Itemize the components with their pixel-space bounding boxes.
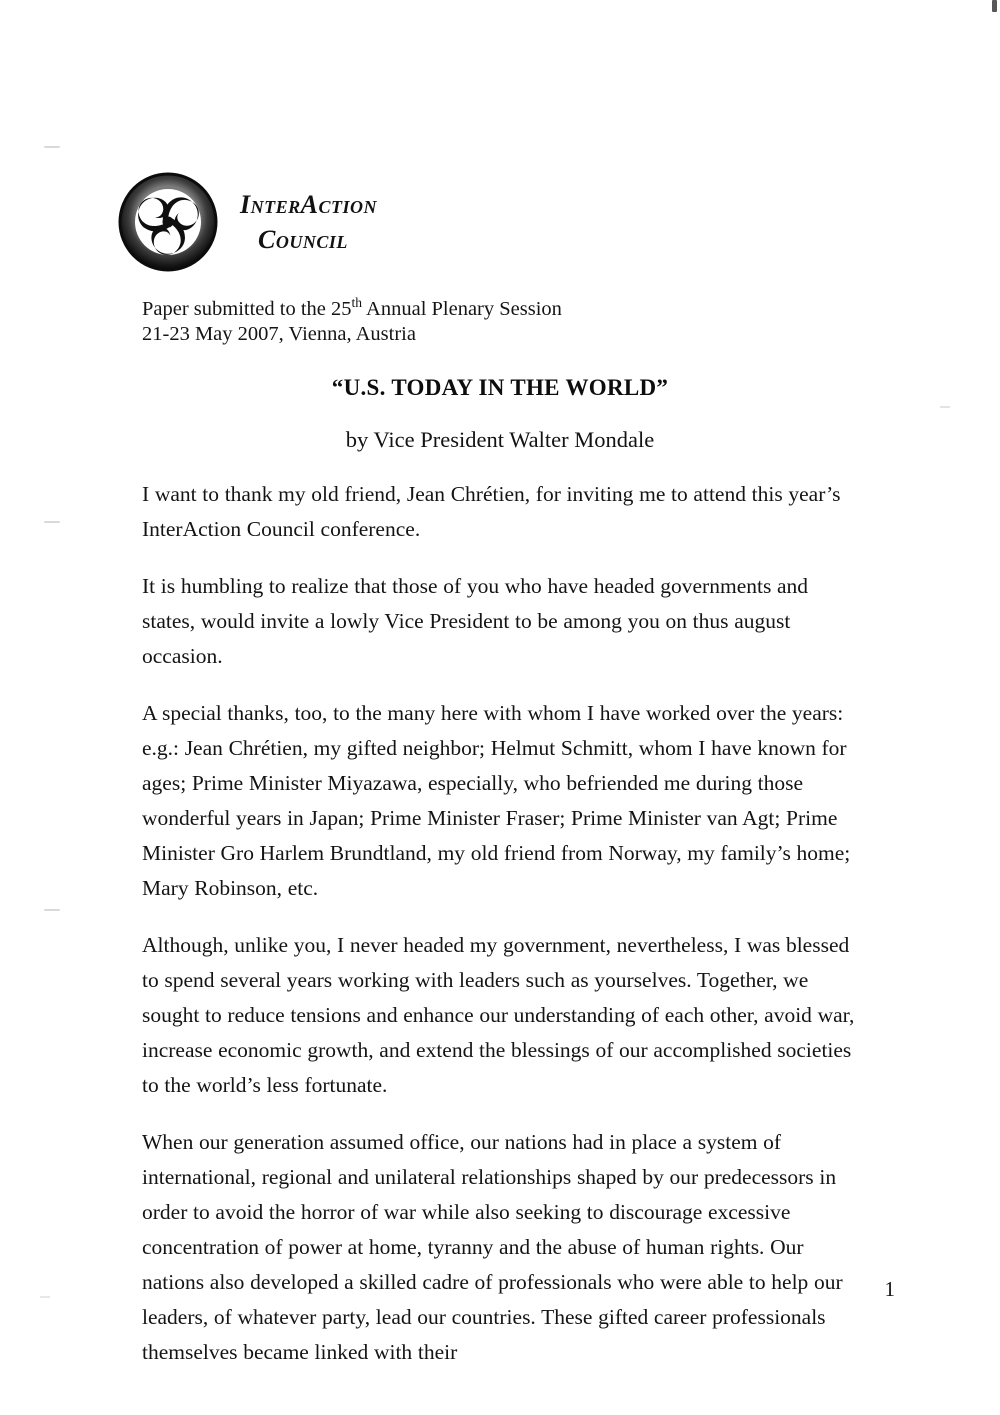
scan-artifact-margin-dot-right [940, 406, 950, 408]
body-paragraph: A special thanks, too, to the many here with whom I have worked over the years: e.g.: Jean Chrétien, my gifted neighbor; Helmut Schmitt, whom I have known for ages; Prime Minister Miyazawa, especially, who befriended me during those wonderful years in Japan; Prime Minister Fraser; Prime Minister van Agt; Prime Minister Gro Harlem Brundtland, my old friend from Norway, my family’s home; Mary Robinson, etc. [142, 701, 851, 900]
page-title: “U.S. TODAY IN THE WORLD” [331, 375, 669, 400]
byline-text: by Vice President Walter Mondale [345, 427, 655, 452]
interaction-council-triskelion-logo-icon [118, 172, 218, 272]
wordmark-line-council: Council [258, 224, 348, 254]
scan-artifact-margin-dash-3 [44, 909, 60, 911]
body-paragraph: When our generation assumed office, our nations had in place a system of international, regional and unilateral relationships shaped by our predecessors in order to avoid the horror of war while also seeking to discourage excessive concentration of power at home, tyranny and the abuse of human rights. Our nations also developed a skilled cadre of professionals who were able to help our leaders, of whatever party, lead our countries. These gifted career professionals themselves became linked with their [142, 1130, 843, 1364]
document-body [142, 477, 856, 1370]
scan-artifact-corner-mark [992, 0, 997, 12]
scan-artifact-margin-dash-1 [44, 146, 60, 148]
submission-note-text-after: Annual Plenary Session [362, 298, 562, 320]
scan-artifact-margin-dot-bottom [40, 1296, 50, 1298]
submission-note-line-2: 21-23 May 2007, Vienna, Austria [142, 323, 416, 345]
scan-artifact-margin-dash-2 [44, 521, 60, 523]
organization-wordmark [240, 189, 377, 254]
wordmark-line-interaction: InterAction [240, 189, 377, 219]
submission-note-text-before: Paper submitted to the 25 [142, 298, 352, 320]
letterhead [118, 172, 377, 272]
body-paragraph: I want to thank my old friend, Jean Chrétien, for inviting me to attend this year’s InterAction Council conference. [142, 482, 841, 541]
submission-note-line-1 [142, 297, 562, 322]
document-byline [0, 427, 1000, 453]
body-paragraph: Although, unlike you, I never headed my government, nevertheless, I was blessed to spend several years working with leaders such as yourselves. Together, we sought to reduce tensions and enhance our understanding of each other, avoid war, increase economic growth, and extend the blessings of our accomplished societies to the world’s less fortunate. [142, 933, 855, 1097]
body-paragraph: It is humbling to realize that those of you who have headed governments and states, would invite a lowly Vice President to be among you on thus august occasion. [142, 574, 809, 668]
page-number: 1 [884, 1277, 895, 1301]
ordinal-suffix: th [351, 295, 363, 311]
submission-note [142, 297, 562, 347]
